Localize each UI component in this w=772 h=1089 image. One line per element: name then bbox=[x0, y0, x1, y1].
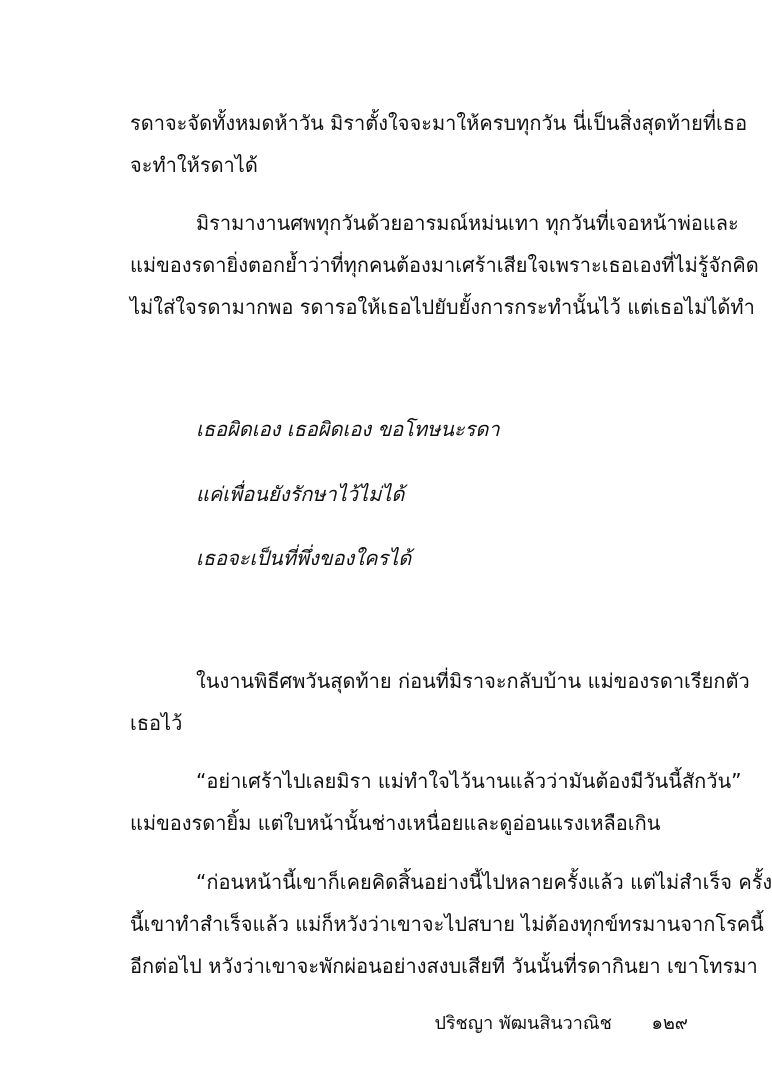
paragraph-5-line-3: อีกต่อไป หวังว่าเขาจะพักผ่อนอย่างสงบเสียที วันนั้นที่รดากินยา เขาโทรมา bbox=[130, 954, 758, 978]
paragraph-2-line-3: ไม่ใส่ใจรดามากพอ รดารอให้เธอไปยับยั้งการกระทำนั้นไว้ แต่เธอไม่ได้ทำ bbox=[130, 295, 755, 319]
paragraph-4-line-2: แม่ของรดายิ้ม แต่ใบหน้านั้นช่างเหนื่อยและดูอ่อนแรงเหลือเกิน bbox=[130, 811, 661, 835]
italic-thought-line-3: เธอจะเป็นที่พึ่งของใครได้ bbox=[196, 546, 412, 570]
italic-thought-line-1: เธอผิดเอง เธอผิดเอง ขอโทษนะรดา bbox=[196, 417, 500, 441]
paragraph-4-line-1: “อย่าเศร้าไปเลยมิรา แม่ทำใจไว้นานแล้วว่ามันต้องมีวันนี้สักวัน” bbox=[196, 769, 742, 793]
paragraph-1-line-2: จะทำให้รดาได้ bbox=[130, 153, 258, 177]
author-name: ปริชญา พัฒนสินวาณิช bbox=[434, 1013, 612, 1034]
paragraph-3-line-1: ในงานพิธีศพวันสุดท้าย ก่อนที่มิราจะกลับบ้าน แม่ของรดาเรียกตัว bbox=[196, 669, 750, 693]
paragraph-2-line-1: มิรามางานศพทุกวันด้วยอารมณ์หม่นเทา ทุกวันที่เจอหน้าพ่อและ bbox=[196, 211, 739, 235]
paragraph-1-line-1: รดาจะจัดทั้งหมดห้าวัน มิราตั้งใจจะมาให้ครบทุกวัน นี่เป็นสิ่งสุดท้ายที่เธอ bbox=[130, 111, 748, 135]
paragraph-3-line-2: เธอไว้ bbox=[130, 711, 183, 735]
italic-thought-line-2: แค่เพื่อนยังรักษาไว้ไม่ได้ bbox=[196, 482, 405, 506]
page-number: ๑๒๙ bbox=[651, 1013, 688, 1034]
paragraph-2-line-2: แม่ของรดายิ่งตอกย้ำว่าที่ทุกคนต้องมาเศร้าเสียใจเพราะเธอเองที่ไม่รู้จักคิด bbox=[130, 253, 759, 277]
page-footer bbox=[434, 1010, 688, 1038]
paragraph-5-line-1: “ก่อนหน้านี้เขาก็เคยคิดสิ้นอย่างนี้ไปหลายครั้งแล้ว แต่ไม่สำเร็จ ครั้ง bbox=[196, 870, 772, 894]
paragraph-5-line-2: นี้เขาทำสำเร็จแล้ว แม่ก็หวังว่าเขาจะไปสบาย ไม่ต้องทุกข์ทรมานจากโรคนี้ bbox=[130, 912, 764, 936]
